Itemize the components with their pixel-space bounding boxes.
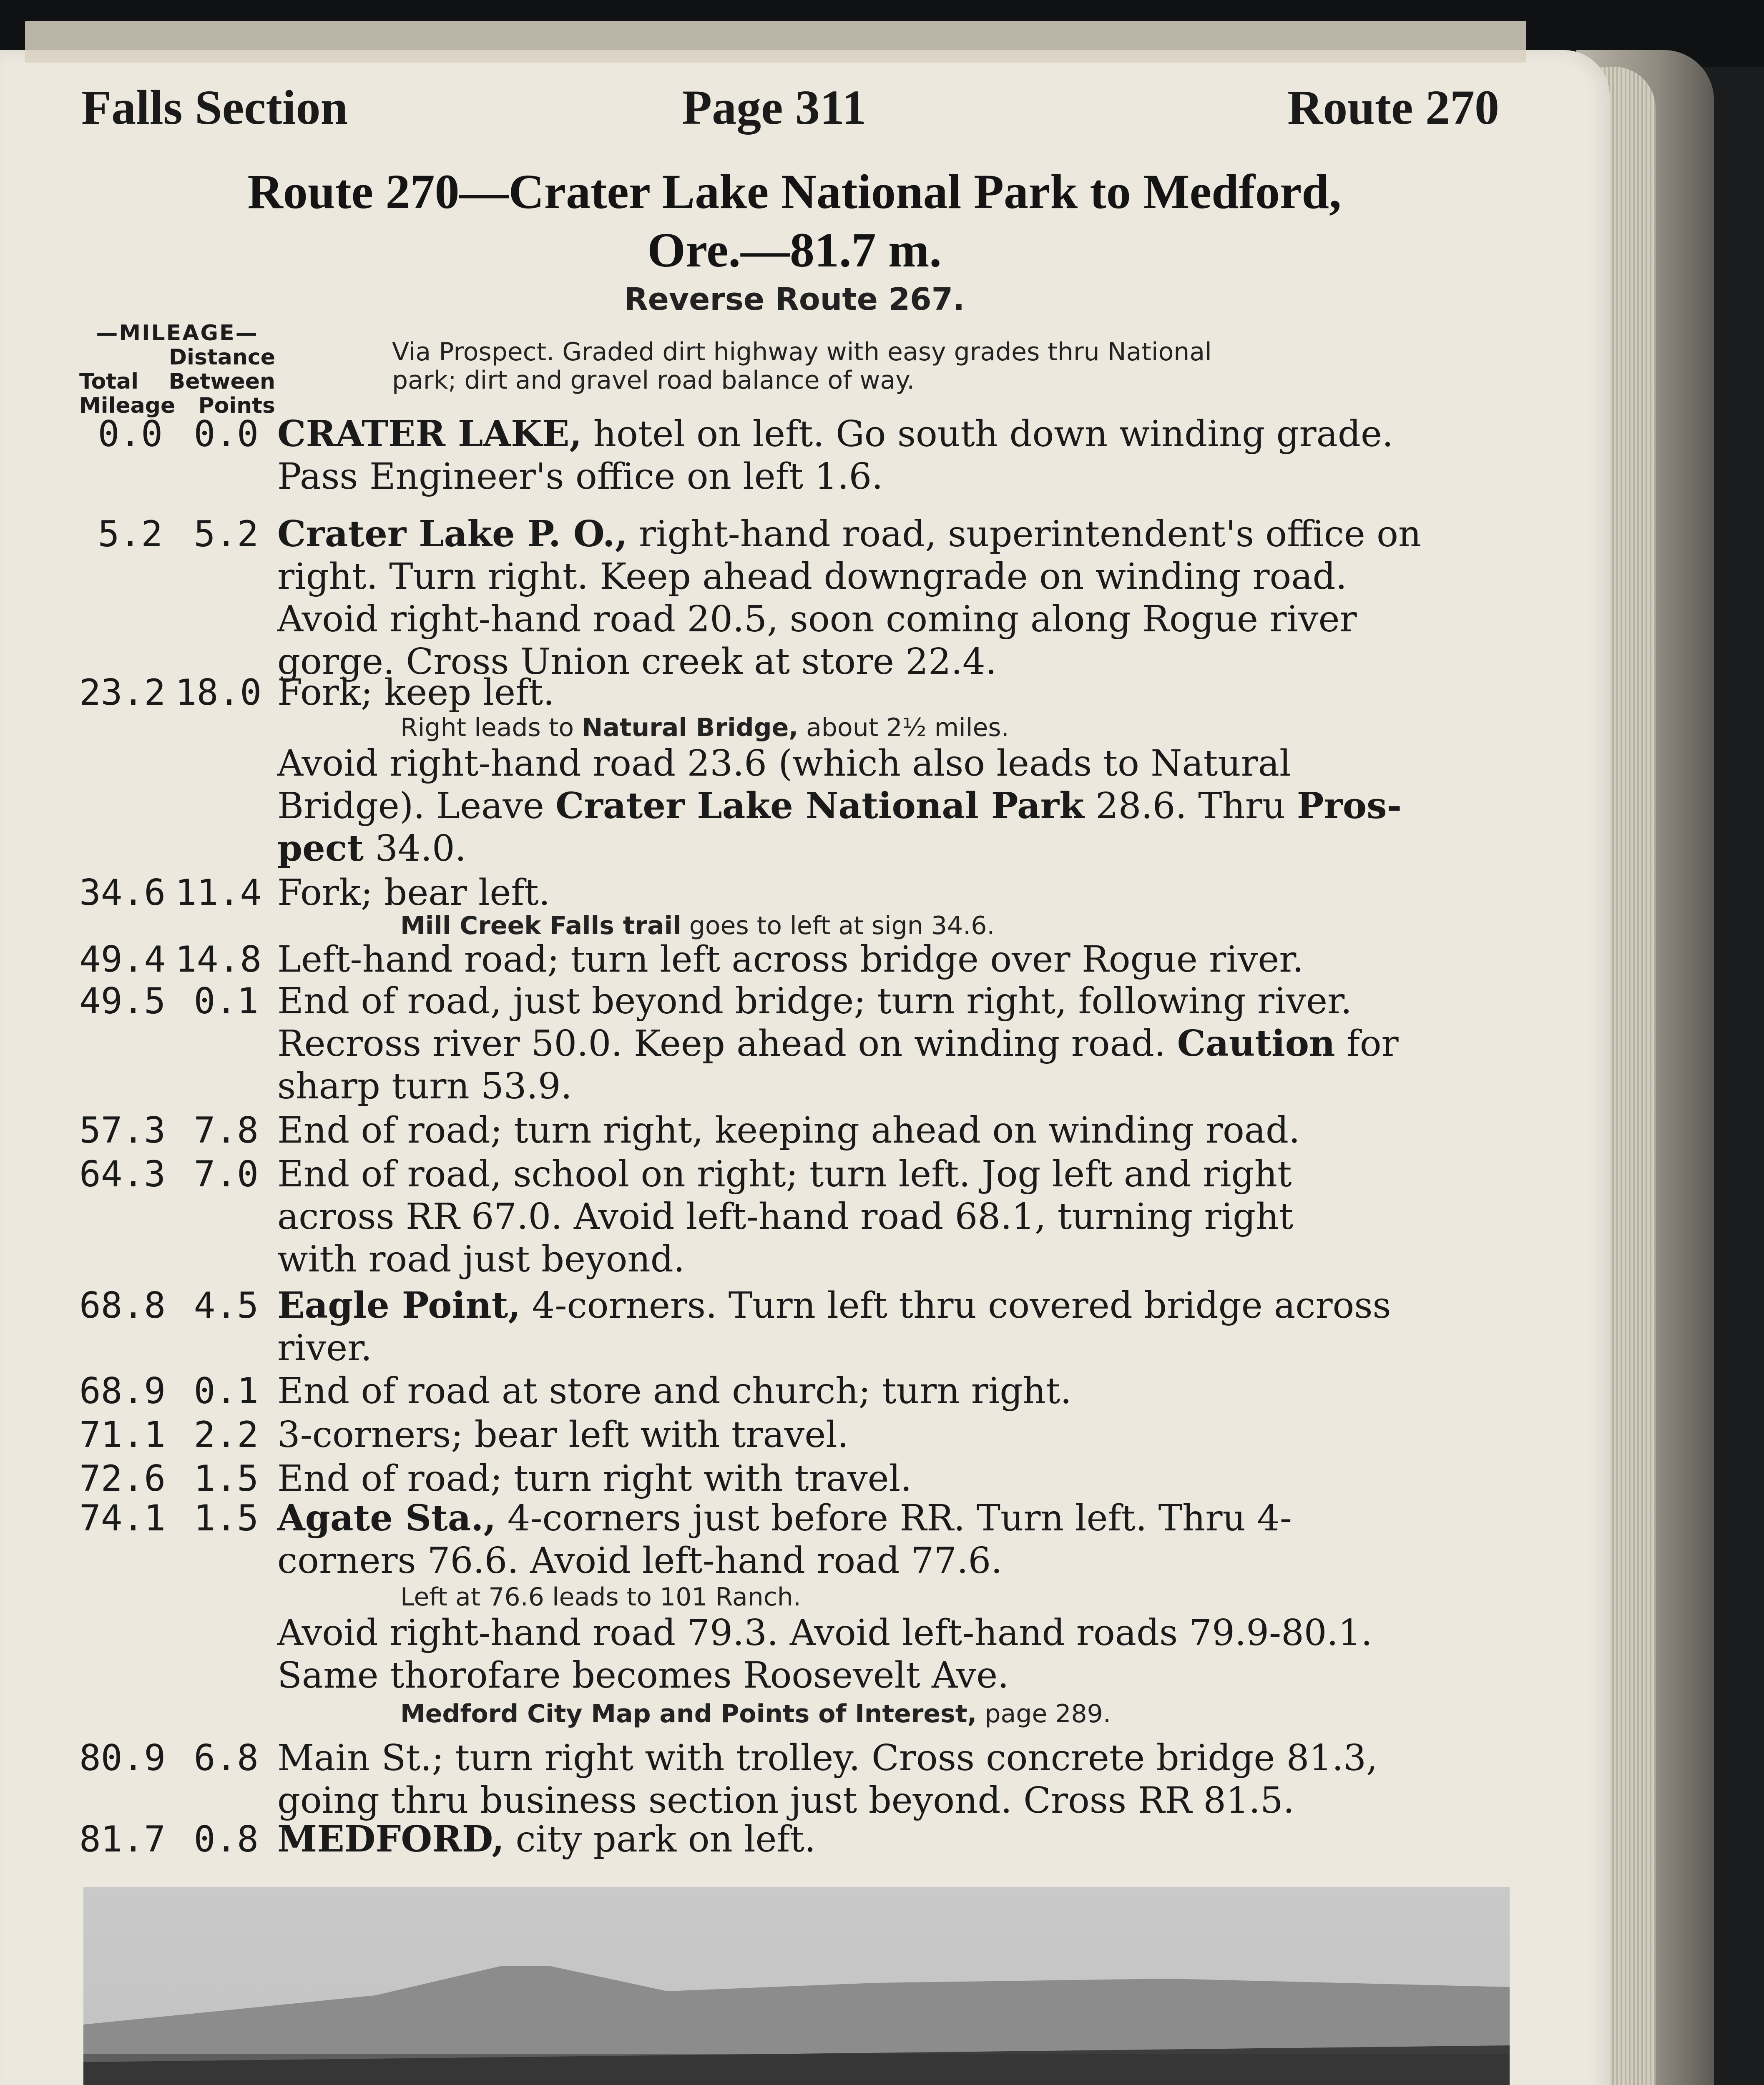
entry-line: Main St.; turn right with trolley. Cross concrete bridge 81.3, [277, 1737, 1378, 1779]
between-mileage: 14.8 [175, 939, 262, 980]
entry-line: Avoid right-hand road 20.5, soon coming along Rogue river [277, 598, 1357, 640]
total-mileage: 5.2 [98, 513, 163, 555]
total-mileage: 71.1 [79, 1414, 166, 1456]
mileage-points: Points [198, 393, 275, 418]
entry-text [277, 1284, 1505, 1369]
entry-line: Eagle Point, 4-corners. Turn left thru covered bridge across [277, 1284, 1391, 1326]
between-mileage: 0.8 [193, 1819, 259, 1860]
entry-text [277, 513, 1505, 683]
total-mileage: 49.5 [79, 980, 166, 1022]
entry-line: Avoid right-hand road 79.3. Avoid left-hand roads 79.9-80.1. [277, 1612, 1372, 1654]
entry-text [277, 1414, 1505, 1456]
entry-text [277, 1818, 1505, 1861]
route-title-line1: Route 270—Crater Lake National Park to Medford, [247, 164, 1342, 219]
between-mileage: 7.0 [193, 1153, 259, 1195]
route-continuation [277, 1612, 1505, 1697]
entry-text [277, 1370, 1505, 1412]
total-mileage: 74.1 [79, 1497, 166, 1539]
entry-line: MEDFORD, city park on left. [277, 1818, 816, 1860]
entry-line: End of road at store and church; turn right. [277, 1370, 1072, 1412]
mileage-total: Total [79, 369, 139, 394]
between-mileage: 4.5 [193, 1285, 259, 1326]
total-mileage: 49.4 [79, 939, 166, 980]
entry-line: going thru business section just beyond. Cross RR 81.5. [277, 1780, 1295, 1821]
between-mileage: 2.2 [193, 1414, 259, 1456]
section-label: Falls Section [81, 80, 348, 135]
entry-text [277, 1153, 1505, 1281]
entry-line: Avoid right-hand road 23.6 (which also leads to Natural [277, 743, 1291, 784]
ranch-note: Left at 76.6 leads to 101 Ranch. [400, 1583, 801, 1612]
between-mileage: 18.0 [175, 672, 262, 713]
total-mileage: 34.6 [79, 872, 166, 914]
entry-text [277, 1497, 1505, 1582]
total-mileage: 23.2 [79, 672, 166, 713]
medford-map-note: Medford City Map and Points of Interest, page 289. [400, 1699, 1111, 1728]
entry-line: End of road; turn right with travel. [277, 1458, 912, 1500]
entry-line: Crater Lake P. O., right-hand road, superintendent's office on [277, 513, 1422, 555]
total-mileage: 57.3 [79, 1110, 166, 1151]
entry-line: corners 76.6. Avoid left-hand road 77.6. [277, 1540, 1003, 1582]
between-mileage: 7.8 [193, 1110, 259, 1151]
natural-bridge-note: Right leads to Natural Bridge, about 2½ miles. [400, 713, 1009, 742]
entry-line: Bridge). Leave Crater Lake National Park 28.6. Thru Pros- [277, 785, 1402, 827]
intro-line: Via Prospect. Graded dirt highway with easy grades thru National [392, 337, 1212, 367]
total-mileage: 72.6 [79, 1458, 166, 1500]
entry-line: Same thorofare becomes Roosevelt Ave. [277, 1655, 1009, 1696]
between-mileage: 6.8 [193, 1737, 259, 1779]
route-continuation [277, 742, 1505, 870]
entry-line: across RR 67.0. Avoid left-hand road 68.1, turning right [277, 1196, 1294, 1238]
total-mileage: 68.9 [79, 1370, 166, 1412]
entry-line: Fork; keep left. [277, 672, 555, 713]
between-mileage: 0.0 [193, 413, 259, 455]
entry-text [277, 980, 1505, 1108]
entry-text [277, 938, 1505, 981]
entry-line: CRATER LAKE, hotel on left. Go south down winding grade. [277, 413, 1394, 455]
entry-line: End of road, just beyond bridge; turn right, following river. [277, 980, 1352, 1022]
landscape-photo-graphic [83, 1887, 1510, 2085]
total-mileage: 64.3 [79, 1153, 166, 1195]
mileage-title: —MILEAGE— [96, 321, 259, 346]
entry-line: sharp turn 53.9. [277, 1065, 572, 1107]
entry-text [277, 413, 1505, 498]
page-number: Page 311 [682, 80, 867, 135]
entry-text [277, 1457, 1505, 1500]
entry-line: Recross river 50.0. Keep ahead on winding road. Caution for [277, 1022, 1399, 1065]
between-mileage: 11.4 [175, 872, 262, 914]
entry-line: End of road, school on right; turn left. Jog left and right [277, 1153, 1292, 1195]
between-mileage: 0.1 [193, 980, 259, 1022]
route-title-line2: Ore.—81.7 m. [647, 223, 942, 277]
total-mileage: 0.0 [98, 413, 163, 455]
reverse-route: Reverse Route 267. [624, 281, 965, 317]
route-number: Route 270 [1287, 80, 1499, 135]
entry-line: End of road; turn right, keeping ahead on winding road. [277, 1110, 1300, 1151]
between-mileage: 5.2 [193, 513, 259, 555]
crater-lake-photo [83, 1887, 1510, 2085]
entry-text [277, 1109, 1505, 1152]
entry-line: Pass Engineer's office on left 1.6. [277, 456, 883, 497]
total-mileage: 81.7 [79, 1819, 166, 1860]
mill-creek-note: Mill Creek Falls trail goes to left at sign 34.6. [400, 911, 995, 940]
entry-line: pect 34.0. [277, 827, 467, 869]
entry-line: Fork; bear left. [277, 872, 550, 914]
entry-text [277, 872, 1505, 914]
mileage-distance: Distance [169, 345, 275, 370]
entry-line: 3-corners; bear left with travel. [277, 1414, 849, 1456]
total-mileage: 68.8 [79, 1285, 166, 1326]
between-mileage: 1.5 [193, 1497, 259, 1539]
mileage-mileage: Mileage [79, 393, 176, 418]
between-mileage: 0.1 [193, 1370, 259, 1412]
entry-line: gorge. Cross Union creek at store 22.4. [277, 641, 997, 683]
total-mileage: 80.9 [79, 1737, 166, 1779]
mileage-between: Between [168, 369, 275, 394]
entry-line: Agate Sta., 4-corners just before RR. Turn left. Thru 4- [277, 1497, 1292, 1539]
entry-text [277, 1737, 1505, 1822]
entry-text [277, 671, 1505, 714]
intro-line: park; dirt and gravel road balance of way. [392, 366, 915, 395]
entry-line: right. Turn right. Keep ahead downgrade on winding road. [277, 556, 1347, 598]
entry-line: river. [277, 1327, 372, 1369]
between-mileage: 1.5 [193, 1458, 259, 1500]
entry-line: Left-hand road; turn left across bridge over Rogue river. [277, 939, 1304, 980]
entry-line: with road just beyond. [277, 1238, 685, 1280]
